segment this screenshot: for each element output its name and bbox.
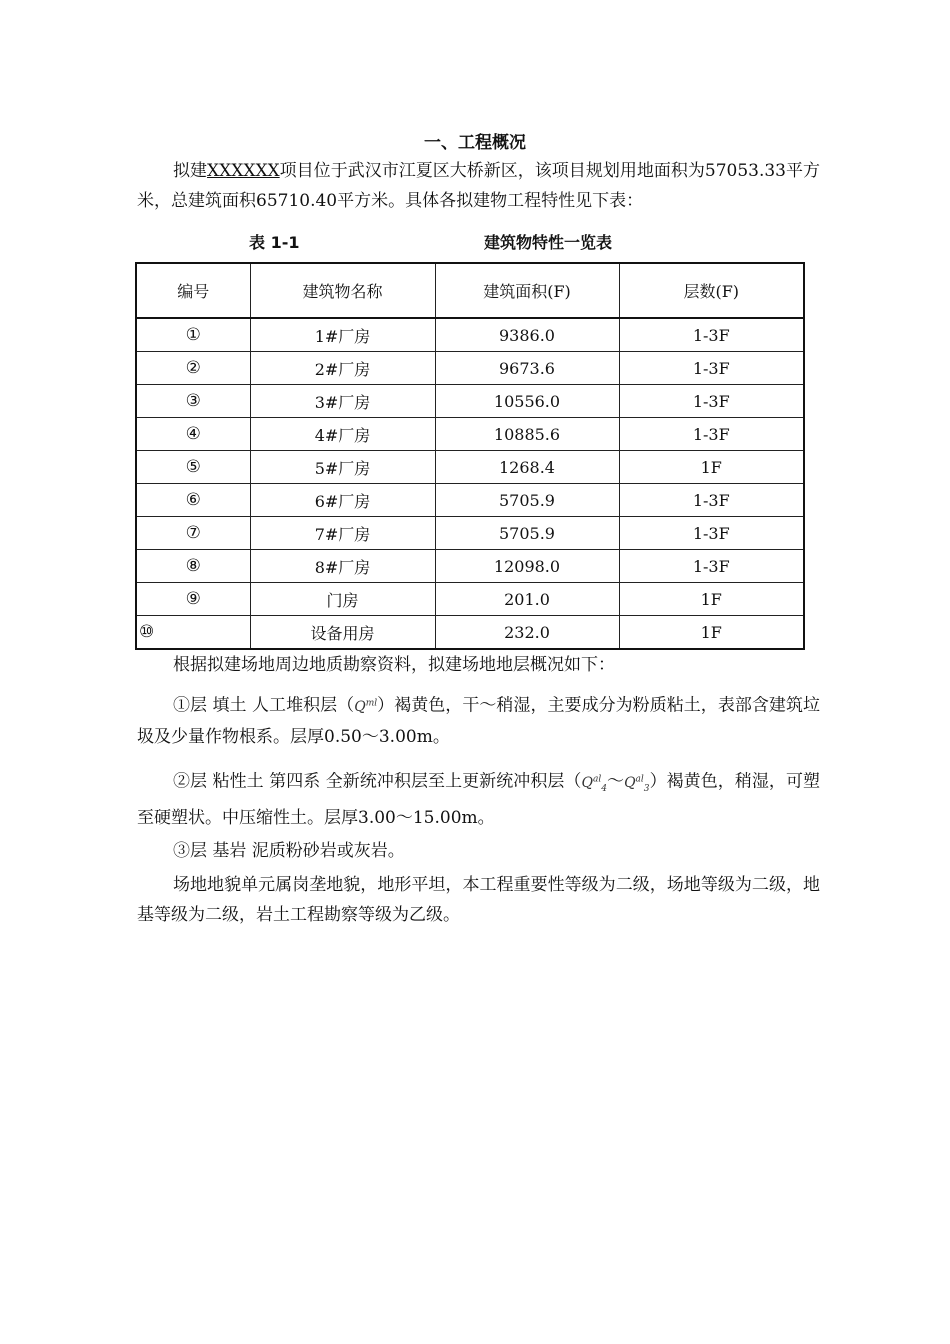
conclusion-paragraph: 场地地貌单元属岗垄地貌，地形平坦，本工程重要性等级为二级，场地等级为二级，地基等级为二级，岩土工程勘察等级为乙级。: [137, 875, 820, 925]
cell-no: ⑥: [136, 484, 250, 517]
cell-area: 9386.0: [435, 318, 619, 352]
cell-name: 1#厂房: [250, 318, 435, 352]
cell-floors: 1-3F: [619, 352, 804, 385]
al-superscript: al: [635, 774, 644, 784]
cell-no: ⑤: [136, 451, 250, 484]
layer-3-paragraph: ③层 基岩 泥质粉砂岩或灰岩。: [173, 841, 405, 861]
cell-floors: 1-3F: [619, 418, 804, 451]
header-floors: 层数(F): [619, 263, 804, 318]
table-row: [136, 385, 804, 418]
cell-name: 设备用房: [250, 616, 435, 650]
cell-name: 5#厂房: [250, 451, 435, 484]
cell-floors: 1-3F: [619, 484, 804, 517]
q-symbol: Q: [624, 774, 636, 791]
cell-name: 门房: [250, 583, 435, 616]
table-row: [136, 418, 804, 451]
intro-prefix: 拟建: [173, 161, 208, 181]
strata-intro: 根据拟建场地周边地质勘察资料，拟建场地地层概况如下：: [173, 655, 615, 675]
cell-floors: 1F: [619, 616, 804, 650]
header-no: 编号: [136, 263, 250, 318]
table-row: [136, 484, 804, 517]
header-name: 建筑物名称: [250, 263, 435, 318]
cell-no: ⑩: [136, 616, 250, 650]
layer-2-pre: ②层 粘性土 第四系 全新统冲积层至上更新统冲积层（: [173, 771, 582, 792]
cell-area: 5705.9: [435, 517, 619, 550]
cell-area: 12098.0: [435, 550, 619, 583]
table-row: [136, 583, 804, 616]
cell-no: ①: [136, 318, 250, 352]
table-header-row: [136, 263, 804, 318]
cell-area: 1268.4: [435, 451, 619, 484]
project-name: XXXXXX: [207, 161, 280, 181]
cell-name: 8#厂房: [250, 550, 435, 583]
cell-floors: 1-3F: [619, 517, 804, 550]
table-row: [136, 318, 804, 352]
intro-rest: 项目位于武汉市江夏区大桥新区，该项目规划用地面积为57053.33平方米，总建筑面积65710.40平方米。具体各拟建物工程特性见下表：: [137, 161, 821, 211]
q-symbol: Q: [581, 774, 593, 791]
cell-area: 232.0: [435, 616, 619, 650]
cell-no: ④: [136, 418, 250, 451]
layer-1-paragraph: [137, 688, 820, 752]
cell-name: 4#厂房: [250, 418, 435, 451]
cell-area: 201.0: [435, 583, 619, 616]
subscript-3: 3: [643, 783, 650, 794]
layer-1-pre: ①层 填土 人工堆积层（: [173, 695, 355, 716]
table-row: [136, 451, 804, 484]
cell-no: ②: [136, 352, 250, 385]
table-row: [136, 616, 804, 650]
table-row: [136, 352, 804, 385]
cell-no: ⑧: [136, 550, 250, 583]
cell-area: 10885.6: [435, 418, 619, 451]
cell-floors: 1-3F: [619, 318, 804, 352]
al-superscript: al: [592, 774, 602, 784]
formula-q3-al: [624, 774, 650, 794]
layer-2-paragraph: [137, 764, 820, 833]
cell-floors: 1-3F: [619, 550, 804, 583]
layer-1-post: ）褐黄色，干～稍湿，主要成分为粉质粘土，表部含建筑垃圾及少量作物根系。层厚0.50～3.00m。: [137, 695, 821, 747]
cell-no: ⑦: [136, 517, 250, 550]
q-symbol: Q: [354, 698, 366, 715]
tilde: ～: [606, 771, 625, 792]
cell-no: ⑨: [136, 583, 250, 616]
formula-q4-al: [581, 774, 607, 794]
table-title: 建筑物特性一览表: [484, 233, 613, 252]
cell-floors: 1F: [619, 451, 804, 484]
subscript-4: 4: [601, 783, 607, 794]
cell-name: 3#厂房: [250, 385, 435, 418]
cell-floors: 1-3F: [619, 385, 804, 418]
cell-area: 5705.9: [435, 484, 619, 517]
header-area: 建筑面积(F): [435, 263, 619, 318]
cell-area: 10556.0: [435, 385, 619, 418]
layer-2-post: ）褐黄色，稍湿，可塑至硬塑状。中压缩性土。层厚3.00～15.00m。: [137, 771, 821, 829]
formula-q-ml: [354, 699, 377, 715]
ml-superscript: ml: [365, 698, 378, 708]
cell-area: 9673.6: [435, 352, 619, 385]
table-row: [136, 517, 804, 550]
intro-paragraph: [137, 156, 820, 216]
cell-name: 6#厂房: [250, 484, 435, 517]
cell-name: 2#厂房: [250, 352, 435, 385]
cell-floors: 1F: [619, 583, 804, 616]
cell-name: 7#厂房: [250, 517, 435, 550]
table-caption: [0, 230, 950, 254]
section-heading: 一、工程概况: [424, 133, 526, 153]
cell-no: ③: [136, 385, 250, 418]
table-row: [136, 550, 804, 583]
building-table: [135, 262, 805, 650]
table-number: 表 1-1: [249, 233, 300, 252]
